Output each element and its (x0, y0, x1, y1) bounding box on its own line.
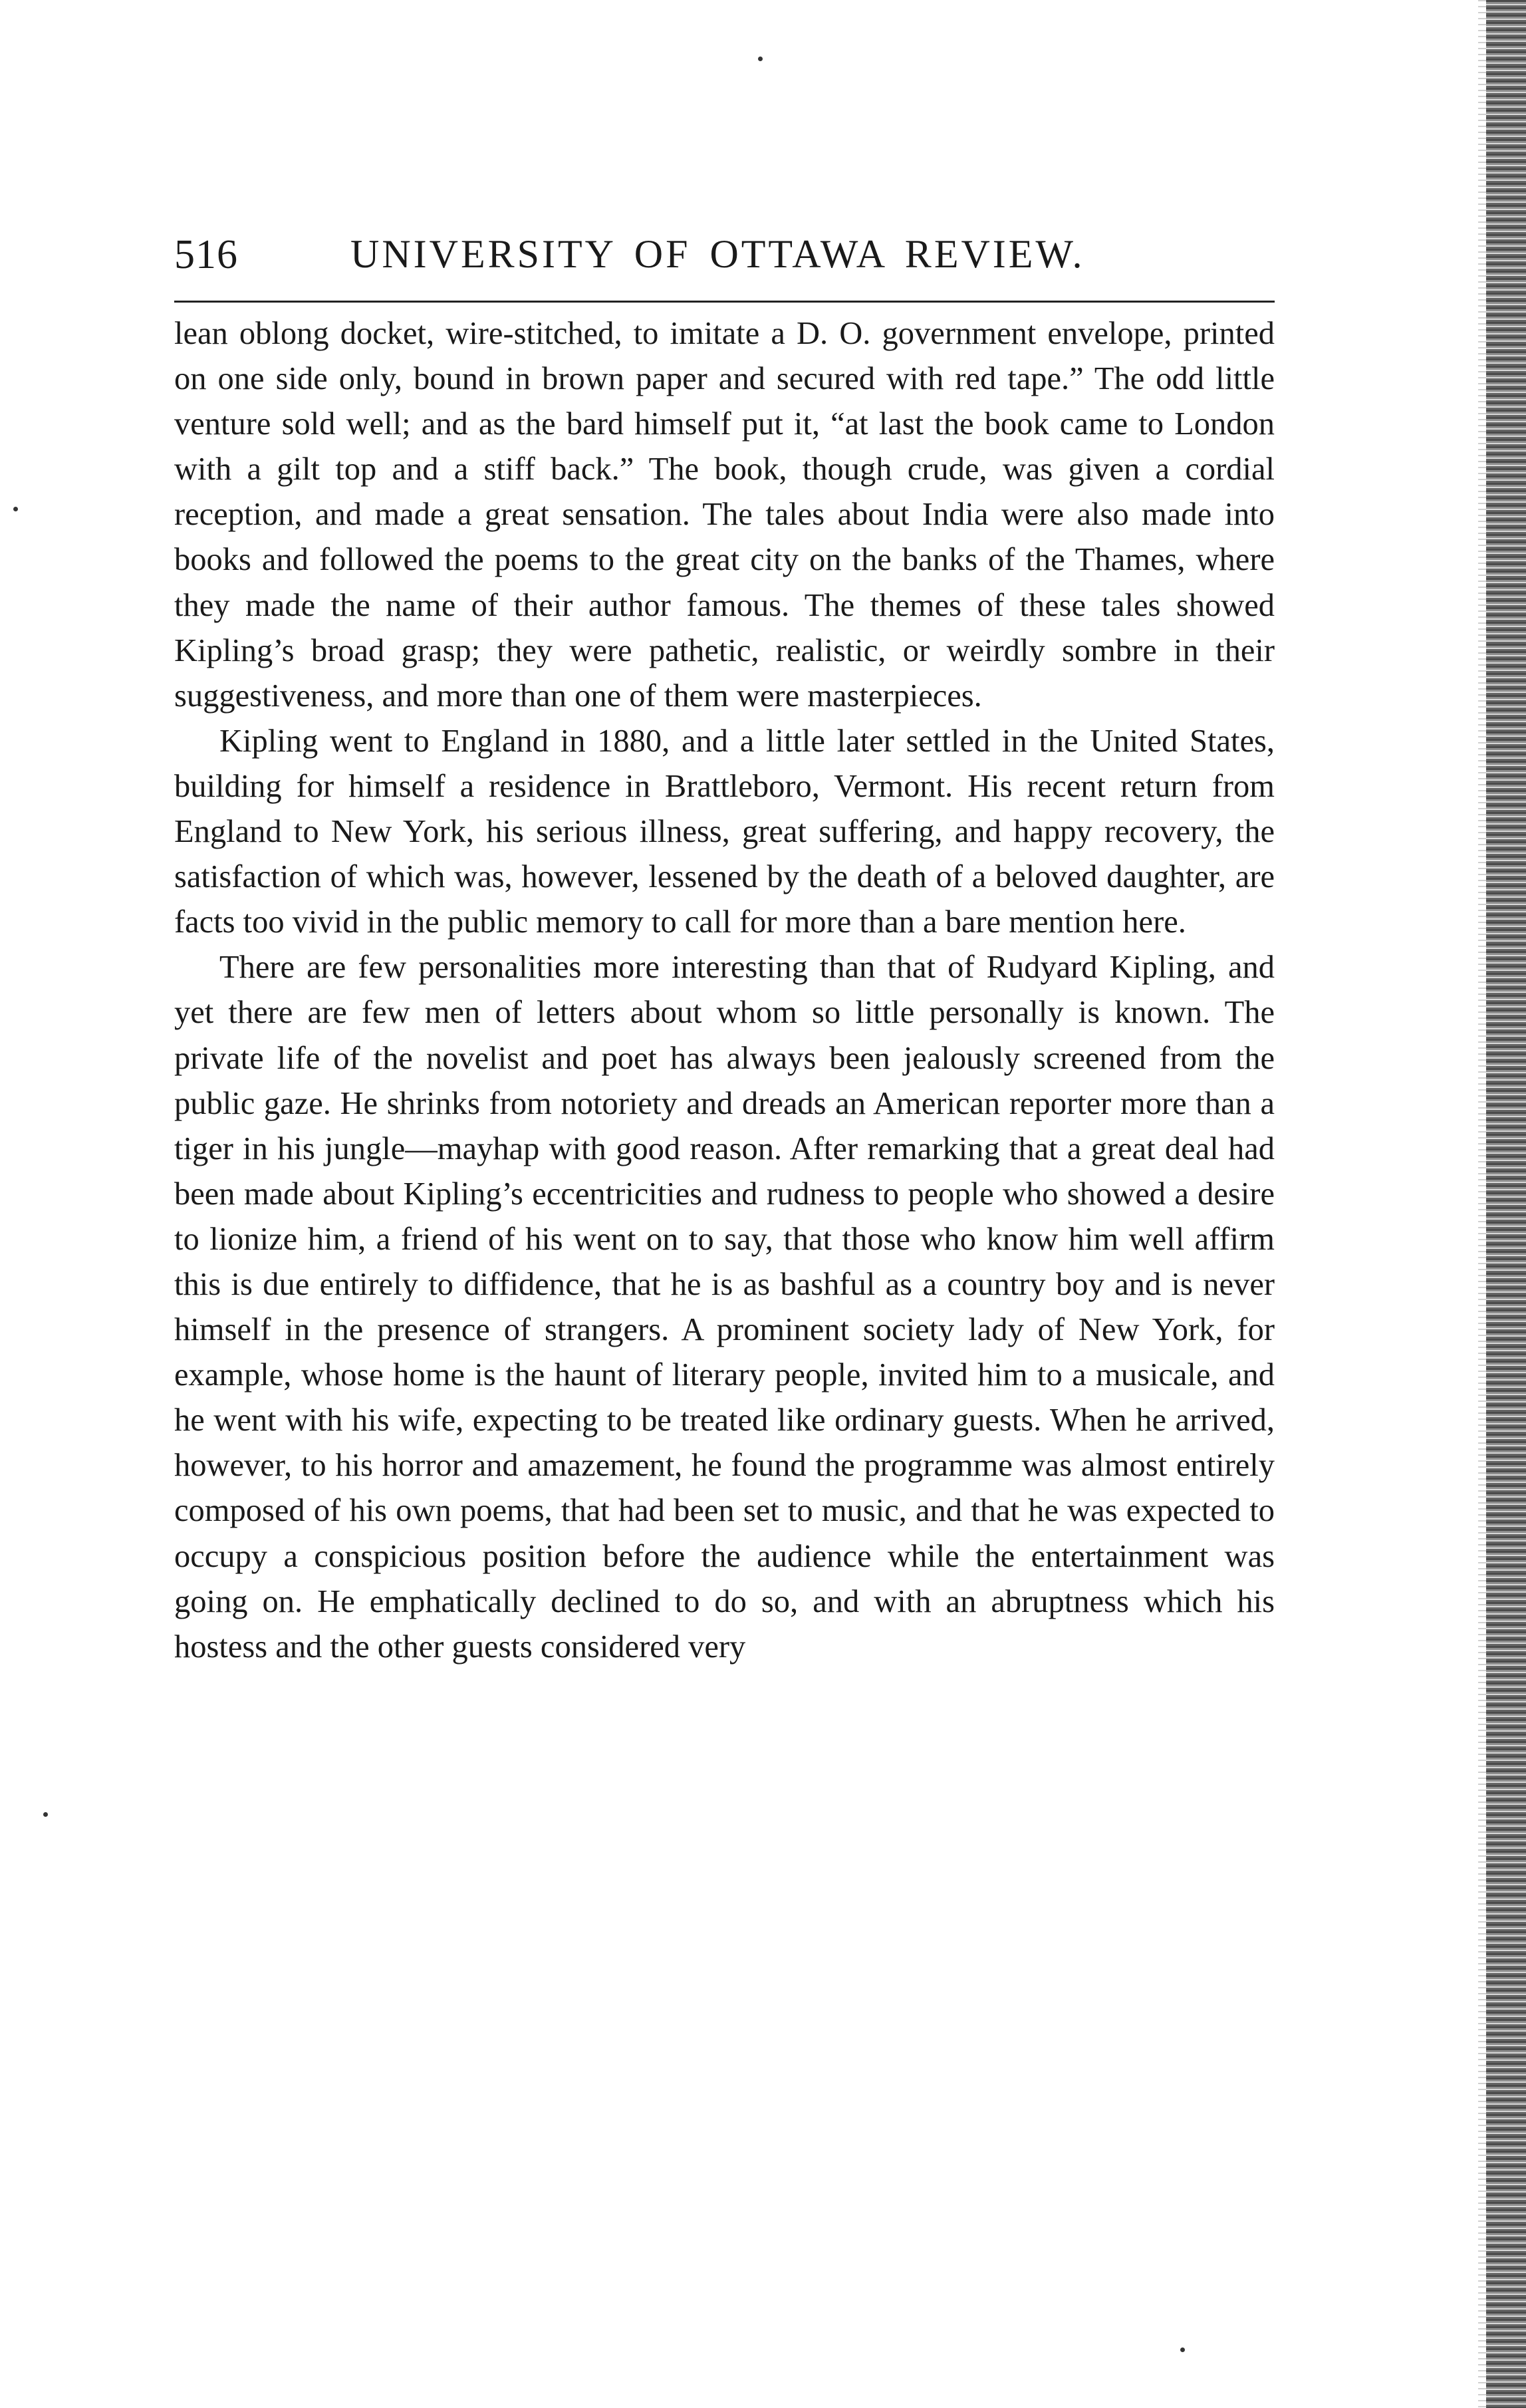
scan-edge-binding (1486, 0, 1526, 2408)
header-rule (174, 301, 1275, 303)
scan-speck (13, 507, 18, 511)
body-text (174, 311, 1275, 1670)
page-number: 516 (174, 232, 238, 277)
page-header (174, 219, 1278, 293)
scan-speck (758, 57, 763, 61)
scan-edge-shadow (1478, 0, 1486, 2408)
running-title: UNIVERSITY OF OTTAWA REVIEW. (350, 232, 1085, 276)
paragraph: There are few personalities more interesting than that of Rudyard Kipling, and yet there are few men of letters about whom so little personally is known. The private life of the novelist and poet has always been jealously screened from the public gaze. He shrinks from notoriety and dreads an American reporter more than a tiger in his jungle—mayhap with good reason. After remarking that a great deal had been made about Kipling’s eccentricities and rudness to people who showed a desire to lionize him, a friend of his went on to say, that those who know him well affirm this is due entirely to diffidence, that he is as bashful as a country boy and is never himself in the presence of strangers. A prominent society lady of New York, for example, whose home is the haunt of literary people, invited him to a musicale, and he went with his wife, expecting to be treated like ordinary guests. When he arrived, however, to his horror and amazement, he found the programme was almost entirely composed of his own poems, that had been set to music, and that he was expected to occupy a conspicious position before the audience while the entertainment was going on. He emphatically declined to do so, and with an abruptness which his hostess and the other guests considered very (174, 950, 1275, 1665)
paragraph: Kipling went to England in 1880, and a little later settled in the United States, building for himself a residence in Brattleboro, Vermont. His recent return from England to New York, his serious illness, great suffering, and happy recovery, the satisfaction of which was, however, lessened by the death of a beloved daughter, are facts too vivid in the public memory to call for more than a bare mention here. (174, 723, 1275, 940)
scan-speck (1180, 2347, 1185, 2352)
paragraph-continued: lean oblong docket, wire-stitched, to imitate a D. O. government envelope, printed on one side only, bound in brown paper and secured with red tape.” The odd little venture sold well; and as the bard himself put it, “at last the book came to London with a gilt top and a stiff back.” The book, though crude, was given a cordial reception, and made a great sensation. The tales about India were also made into books and followed the poems to the great city on the banks of the Thames, where they made the name of their author famous. The themes of these tales showed Kipling’s broad grasp; they were pathetic, realistic, or weirdly sombre in their suggestiveness, and more than one of them were masterpieces. (174, 316, 1275, 714)
scan-speck (43, 1812, 48, 1817)
